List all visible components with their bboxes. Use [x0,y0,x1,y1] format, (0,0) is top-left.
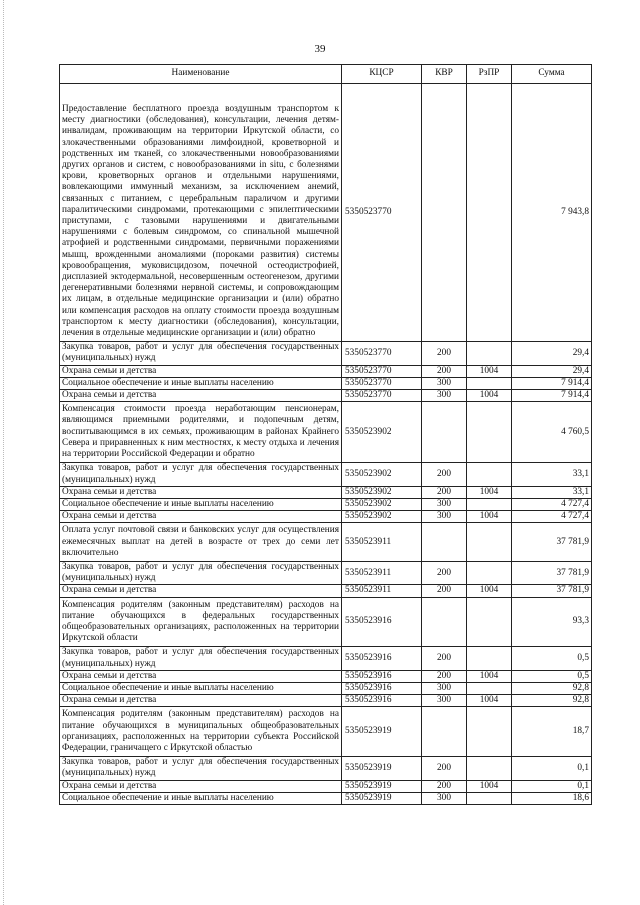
cell-sum: 0,1 [512,780,592,792]
cell-kvr: 200 [422,780,467,792]
cell-name: Предоставление бесплатного проезда воздушным транспортом к месту диагностики (обследования), консультации, лечения детям-инвалидам, проживающим на территории Иркутской области, со злокачественными образованиями лимфоидной, кроветворной и родственных им тканей, со злокачественными новообразованиями других органов и систем, с новообразованиями in situ, с болезнями крови, кроветворных органов и отдельными нарушениями, вовлекающими иммунный механизм, за исключением анемий, связанных с питанием, с церебральным параличом и другими паралитическими синдромами, протекающими с эпилептическими приступами, с тазовыми нарушениями и двигательными нарушениями с болевым синдромом, со спинальной мышечной атрофией и родственными синдромами, первичными поражениями мышц, врожденными аномалиями (пороками развития) системы кровообращения, муковисцидозом, почечной остеодистрофией, дисплазией эктодермальной, несовершенным остеогенезом, другими дегенеративными болезнями нервной системы, и сопровождающим их лицам, в отдельные медицинские организации и (или) обратно или компенсация расходов на оплату стоимости проезда воздушным транспортом к месту диагностики (обследования), консультации, лечения в отдельные медицинские организации и (или) обратно [60,84,342,342]
cell-kcsr: 5350523902 [342,402,422,463]
cell-kvr: 200 [422,365,467,377]
cell-name: Социальное обеспечение и иные выплаты населению [60,792,342,804]
cell-kvr [422,597,467,647]
table-row [60,780,592,792]
cell-rzpr: 1004 [467,780,512,792]
cell-sum: 92,8 [512,682,592,694]
cell-kvr: 200 [422,757,467,780]
table-row [60,342,592,365]
table-row [60,486,592,498]
cell-name: Закупка товаров, работ и услуг для обеспечения государственных (муниципальных) нужд [60,342,342,365]
cell-kvr: 300 [422,792,467,804]
cell-sum: 0,1 [512,757,592,780]
cell-sum: 33,1 [512,463,592,486]
cell-sum: 37 781,9 [512,523,592,562]
cell-kcsr: 5350523902 [342,463,422,486]
cell-rzpr [467,342,512,365]
cell-rzpr: 1004 [467,695,512,707]
table-row [60,757,592,780]
column-header-kvr: КВР [422,65,467,84]
cell-kcsr: 5350523911 [342,585,422,597]
cell-kvr: 300 [422,377,467,389]
cell-name: Охрана семьи и детства [60,390,342,402]
cell-rzpr [467,84,512,342]
cell-kcsr: 5350523911 [342,561,422,584]
cell-rzpr [467,647,512,670]
cell-kcsr: 5350523916 [342,670,422,682]
cell-kvr: 200 [422,670,467,682]
cell-name: Социальное обеспечение и иные выплаты населению [60,498,342,510]
cell-name: Закупка товаров, работ и услуг для обеспечения государственных (муниципальных) нужд [60,757,342,780]
cell-sum: 0,5 [512,670,592,682]
cell-kvr: 300 [422,390,467,402]
cell-name: Закупка товаров, работ и услуг для обеспечения государственных (муниципальных) нужд [60,463,342,486]
table-row [60,647,592,670]
cell-kcsr: 5350523902 [342,511,422,523]
cell-name: Охрана семьи и детства [60,780,342,792]
table-row [60,597,592,647]
cell-name: Охрана семьи и детства [60,365,342,377]
cell-rzpr [467,498,512,510]
cell-kvr: 200 [422,561,467,584]
table-row [60,523,592,562]
cell-sum: 29,4 [512,365,592,377]
cell-name: Социальное обеспечение и иные выплаты населению [60,682,342,694]
cell-name: Охрана семьи и детства [60,486,342,498]
table-row [60,84,592,342]
cell-rzpr [467,377,512,389]
cell-kcsr: 5350523902 [342,486,422,498]
cell-kvr [422,84,467,342]
cell-kcsr: 5350523919 [342,707,422,757]
table-row [60,377,592,389]
column-header-name: Наименование [60,65,342,84]
table-row [60,585,592,597]
left-margin-marks [3,0,6,905]
cell-rzpr [467,597,512,647]
cell-name: Компенсация родителям (законным представителям) расходов на питание обучающихся в федеральных государственных общеобразовательных организациях, расположенных на территории Иркутской области [60,597,342,647]
table-row [60,498,592,510]
cell-name: Охрана семьи и детства [60,670,342,682]
cell-sum: 7 943,8 [512,84,592,342]
cell-kcsr: 5350523916 [342,695,422,707]
cell-rzpr [467,402,512,463]
cell-kcsr: 5350523916 [342,647,422,670]
cell-sum: 37 781,9 [512,585,592,597]
cell-rzpr [467,682,512,694]
cell-kvr: 200 [422,486,467,498]
cell-kcsr: 5350523770 [342,377,422,389]
cell-kcsr: 5350523916 [342,682,422,694]
cell-rzpr: 1004 [467,670,512,682]
column-header-rzpr: РзПР [467,65,512,84]
table-row [60,402,592,463]
cell-kvr: 200 [422,463,467,486]
budget-table [59,64,592,805]
cell-sum: 29,4 [512,342,592,365]
cell-kvr [422,523,467,562]
cell-rzpr [467,463,512,486]
cell-sum: 18,6 [512,792,592,804]
cell-kvr: 300 [422,682,467,694]
cell-kcsr: 5350523770 [342,84,422,342]
cell-kcsr: 5350523916 [342,597,422,647]
cell-sum: 92,8 [512,695,592,707]
cell-rzpr: 1004 [467,390,512,402]
cell-name: Охрана семьи и детства [60,511,342,523]
cell-sum: 0,5 [512,647,592,670]
cell-sum: 18,7 [512,707,592,757]
cell-sum: 7 914,4 [512,390,592,402]
cell-kvr [422,707,467,757]
cell-rzpr [467,523,512,562]
table-row [60,707,592,757]
cell-kvr: 300 [422,498,467,510]
table-body [60,84,592,805]
cell-kvr: 200 [422,342,467,365]
cell-name: Социальное обеспечение и иные выплаты населению [60,377,342,389]
cell-sum: 4 760,5 [512,402,592,463]
cell-rzpr [467,792,512,804]
cell-kcsr: 5350523770 [342,390,422,402]
table-row [60,682,592,694]
cell-name: Закупка товаров, работ и услуг для обеспечения государственных (муниципальных) нужд [60,647,342,670]
cell-sum: 4 727,4 [512,498,592,510]
cell-name: Охрана семьи и детства [60,695,342,707]
cell-kvr: 300 [422,511,467,523]
cell-kvr: 300 [422,695,467,707]
cell-rzpr: 1004 [467,365,512,377]
table-row [60,390,592,402]
table-row [60,463,592,486]
page-number: 39 [314,43,326,55]
table-row [60,792,592,804]
cell-name: Охрана семьи и детства [60,585,342,597]
cell-sum: 7 914,4 [512,377,592,389]
cell-name: Оплата услуг почтовой связи и банковских услуг для осуществления ежемесячных выплат на детей в возрасте от трех до семи лет включительно [60,523,342,562]
cell-rzpr [467,707,512,757]
table-row [60,695,592,707]
cell-kcsr: 5350523919 [342,757,422,780]
cell-rzpr [467,757,512,780]
cell-name: Компенсация стоимости проезда неработающим пенсионерам, являющимся приемными родителями, и подопечным детям, воспитывающимся в их семьях, проживающим в районах Крайнего Севера и приравненных к ним местностях, к месту отдыха и лечения на территории Российской Федерации и обратно [60,402,342,463]
cell-kvr: 200 [422,647,467,670]
cell-name: Компенсация родителям (законным представителям) расходов на питание обучающихся в муниципальных общеобразовательных организациях, расположенных на территории субъекта Российской Федерации, граничащего с Иркутской областью [60,707,342,757]
cell-sum: 93,3 [512,597,592,647]
cell-kvr: 200 [422,585,467,597]
table-row [60,365,592,377]
cell-sum: 37 781,9 [512,561,592,584]
table-header-row [60,65,592,84]
cell-kcsr: 5350523919 [342,780,422,792]
column-header-sum: Сумма [512,65,592,84]
cell-kcsr: 5350523919 [342,792,422,804]
table-row [60,561,592,584]
cell-sum: 33,1 [512,486,592,498]
cell-sum: 4 727,4 [512,511,592,523]
cell-kcsr: 5350523770 [342,342,422,365]
cell-rzpr: 1004 [467,511,512,523]
cell-name: Закупка товаров, работ и услуг для обеспечения государственных (муниципальных) нужд [60,561,342,584]
cell-rzpr: 1004 [467,585,512,597]
cell-rzpr: 1004 [467,486,512,498]
column-header-kcsr: КЦСР [342,65,422,84]
cell-kcsr: 5350523770 [342,365,422,377]
cell-kcsr: 5350523902 [342,498,422,510]
table-row [60,670,592,682]
cell-kvr [422,402,467,463]
cell-kcsr: 5350523911 [342,523,422,562]
cell-rzpr [467,561,512,584]
table-row [60,511,592,523]
